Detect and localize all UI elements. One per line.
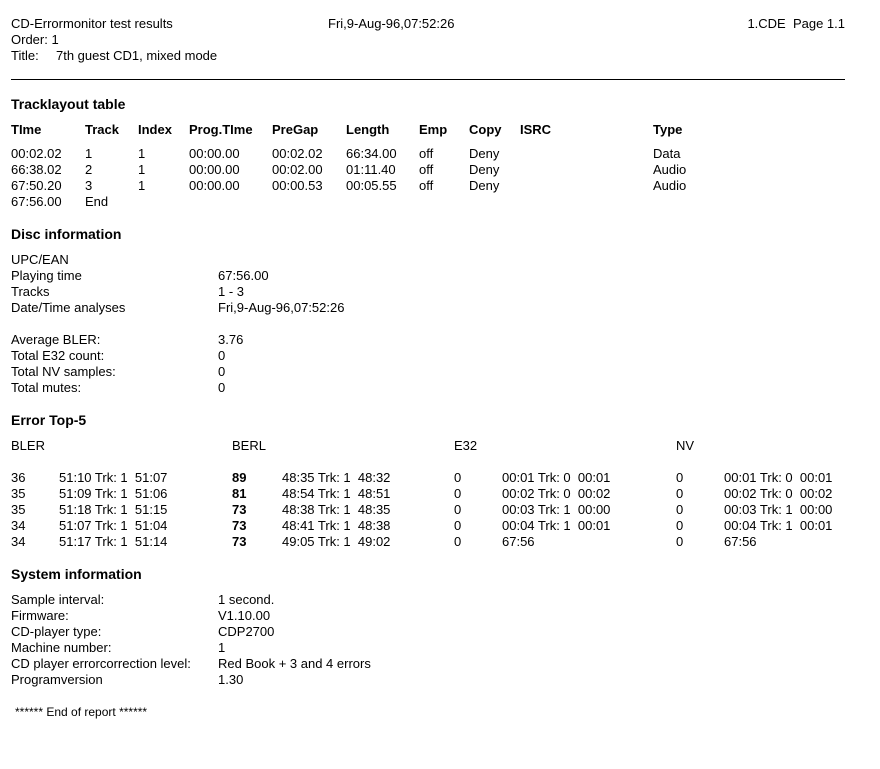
table-cell: 67:56.00	[11, 194, 62, 209]
info-value: V1.10.00	[218, 608, 271, 623]
column-header: Emp	[419, 122, 448, 137]
info-label: Sample interval:	[11, 592, 105, 607]
table-cell: 35	[11, 486, 26, 501]
table-cell: 0	[676, 486, 684, 501]
table-cell: 48:54 Trk: 1 48:51	[282, 486, 391, 501]
info-label: UPC/EAN	[11, 252, 69, 267]
info-label: Playing time	[11, 268, 82, 283]
table-cell: 00:00.00	[189, 178, 240, 193]
table-cell: 0	[676, 470, 684, 485]
info-value: 3.76	[218, 332, 244, 347]
column-header: BERL	[232, 438, 266, 453]
info-value: 1 - 3	[218, 284, 245, 299]
table-cell: Deny	[469, 178, 500, 193]
info-label: Tracks	[11, 284, 50, 299]
table-cell: 00:03 Trk: 1 00:00	[502, 502, 611, 517]
table-cell: 0	[454, 470, 462, 485]
info-value: Red Book + 3 and 4 errors	[218, 656, 371, 671]
table-cell: 89	[232, 470, 247, 485]
table-cell: 0	[676, 534, 684, 549]
tracklayout-heading: Tracklayout table	[11, 96, 126, 112]
info-label: Date/Time analyses	[11, 300, 126, 315]
column-header: ISRC	[520, 122, 552, 137]
title-value: 7th guest CD1, mixed mode	[56, 48, 218, 63]
table-cell: 36	[11, 470, 26, 485]
table-cell: 00:02.02	[11, 146, 62, 161]
table-cell: 0	[454, 486, 462, 501]
info-value: 67:56.00	[218, 268, 269, 283]
end-of-report: ****** End of report ******	[15, 705, 148, 719]
table-cell: Audio	[653, 162, 687, 177]
info-label: Total mutes:	[11, 380, 82, 395]
column-header: Prog.TIme	[189, 122, 253, 137]
table-cell: 67:50.20	[11, 178, 62, 193]
table-cell: 00:04 Trk: 1 00:01	[724, 518, 833, 533]
table-cell: Data	[653, 146, 681, 161]
table-cell: 01:11.40	[346, 162, 396, 177]
column-header: Index	[138, 122, 172, 137]
table-cell: 00:01 Trk: 0 00:01	[502, 470, 611, 485]
table-cell: 67:56	[502, 534, 535, 549]
table-cell: 73	[232, 502, 247, 517]
table-cell: 0	[454, 518, 462, 533]
column-header: Track	[85, 122, 119, 137]
table-cell: 73	[232, 534, 247, 549]
report-title: CD-Errormonitor test results	[11, 16, 173, 31]
table-cell: 34	[11, 518, 26, 533]
table-cell: 00:02 Trk: 0 00:02	[724, 486, 833, 501]
table-cell: 00:01 Trk: 0 00:01	[724, 470, 833, 485]
info-label: Total NV samples:	[11, 364, 116, 379]
info-value: 1 second.	[218, 592, 275, 607]
table-cell: 51:07 Trk: 1 51:04	[59, 518, 168, 533]
info-value: 1	[218, 640, 226, 655]
table-cell: Audio	[653, 178, 687, 193]
info-value: 1.30	[218, 672, 244, 687]
table-cell: 00:00.00	[189, 162, 240, 177]
table-cell: 48:41 Trk: 1 48:38	[282, 518, 391, 533]
table-cell: 00:04 Trk: 1 00:01	[502, 518, 611, 533]
table-cell: 1	[138, 178, 146, 193]
column-header: Length	[346, 122, 390, 137]
table-cell: 00:00.00	[189, 146, 240, 161]
column-header: PreGap	[272, 122, 319, 137]
table-cell: 81	[232, 486, 247, 501]
table-cell: 0	[676, 502, 684, 517]
table-cell: 67:56	[724, 534, 757, 549]
divider	[11, 79, 845, 80]
info-value: CDP2700	[218, 624, 275, 639]
table-cell: 2	[85, 162, 93, 177]
table-cell: 00:03 Trk: 1 00:00	[724, 502, 833, 517]
table-cell: 0	[454, 502, 462, 517]
table-cell: off	[419, 178, 434, 193]
table-cell: 00:00.53	[272, 178, 323, 193]
table-cell: 51:18 Trk: 1 51:15	[59, 502, 168, 517]
table-cell: Deny	[469, 146, 500, 161]
info-label: CD-player type:	[11, 624, 102, 639]
table-cell: 00:02 Trk: 0 00:02	[502, 486, 611, 501]
info-value: Fri,9-Aug-96,07:52:26	[218, 300, 345, 315]
info-label: CD player errorcorrection level:	[11, 656, 191, 671]
table-cell: 48:35 Trk: 1 48:32	[282, 470, 391, 485]
table-cell: 34	[11, 534, 26, 549]
column-header: E32	[454, 438, 478, 453]
table-cell: 66:34.00	[346, 146, 397, 161]
report-datetime: Fri,9-Aug-96,07:52:26	[328, 16, 455, 31]
column-header: NV	[676, 438, 695, 453]
disc-heading: Disc information	[11, 226, 122, 242]
page-number: 1.CDE Page 1.1	[747, 16, 845, 31]
table-cell: 1	[85, 146, 93, 161]
top5-heading: Error Top-5	[11, 412, 87, 428]
table-cell: Deny	[469, 162, 500, 177]
table-cell: 66:38.02	[11, 162, 62, 177]
info-label: Total E32 count:	[11, 348, 105, 363]
table-cell: 51:09 Trk: 1 51:06	[59, 486, 168, 501]
column-header: Type	[653, 122, 683, 137]
table-cell: 1	[138, 146, 146, 161]
table-cell: 49:05 Trk: 1 49:02	[282, 534, 391, 549]
info-label: Programversion	[11, 672, 103, 687]
info-label: Machine number:	[11, 640, 112, 655]
info-value: 0	[218, 348, 226, 363]
table-cell: off	[419, 162, 434, 177]
table-cell: 1	[138, 162, 146, 177]
column-header: TIme	[11, 122, 42, 137]
table-cell: off	[419, 146, 434, 161]
table-cell: 51:17 Trk: 1 51:14	[59, 534, 168, 549]
column-header: Copy	[469, 122, 502, 137]
column-header: BLER	[11, 438, 45, 453]
table-cell: End	[85, 194, 109, 209]
table-cell: 00:05.55	[346, 178, 397, 193]
system-heading: System information	[11, 566, 142, 582]
table-cell: 00:02.00	[272, 162, 323, 177]
table-cell: 51:10 Trk: 1 51:07	[59, 470, 168, 485]
info-label: Average BLER:	[11, 332, 101, 347]
table-cell: 48:38 Trk: 1 48:35	[282, 502, 391, 517]
info-value: 0	[218, 380, 226, 395]
table-cell: 35	[11, 502, 26, 517]
order: Order: 1	[11, 32, 59, 47]
table-cell: 0	[454, 534, 462, 549]
info-label: Firmware:	[11, 608, 69, 623]
table-cell: 73	[232, 518, 247, 533]
title-label: Title:	[11, 48, 39, 63]
info-value: 0	[218, 364, 226, 379]
table-cell: 3	[85, 178, 93, 193]
table-cell: 0	[676, 518, 684, 533]
table-cell: 00:02.02	[272, 146, 323, 161]
